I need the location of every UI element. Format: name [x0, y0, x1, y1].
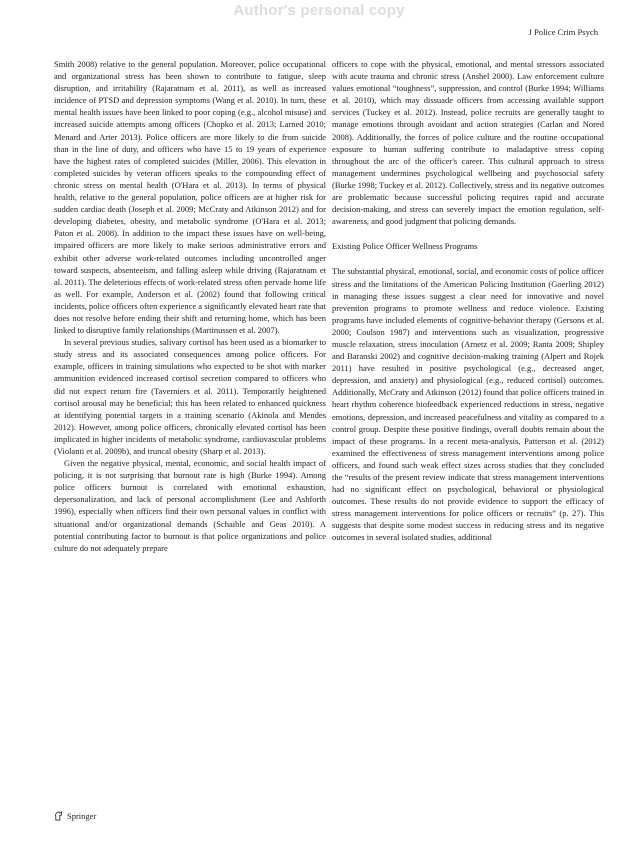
left-paragraph-2: In several previous studies, salivary cortisol has been used as a biomarker to study stress and its associated consequences among police officers. For example, officers in training simulations who expected to be shot with marker ammunition evidenced increased cortisol secretion compared to officers who did not expect return fire (Taverniers et al. 2011). Temporarily heightened cortisol arousal may be beneficial; this has been related to enhanced quickness at identifying potential targets in a training scenario (Akinola and Mendes 2012). However, among police officers, chronically elevated cortisol has been implicated in higher incidents of metabolic syndrome, cardiovascular problems (Violanti et al. 2009b), and truncal obesity (Sharp et al. 2013). [54, 337, 326, 456]
right-paragraph-2: The substantial physical, emotional, social, and economic costs of police officer stress and the limitations of the American Policing Institution (Goerling 2012) in managing these issues suggest a clear need for innovative and novel prevention programs to promote wellness and reduce violence. Existing programs have included elements of cognitive-behavior therapy (Gersons et al. 2000; Coulson 1987) and interventions such as visualization, progressive muscle relaxation, stress inoculation (Arnetz et al. 2009; Ranta 2009; Shipley and Baranski 2002) and cognitive decision-making training (Alpert and Rojek 2011) have resulted in positive psychological (e.g., decreased anger, depression, and anxiety) and physiological (e.g., reduced cortisol) outcomes. Additionally, McCraty and Atkinson (2012) found that police officers trained in heart rhythm coherence biofeedback experienced reductions in stress, negative emotions, depression, and increased peacefulness and vitality as compared to a control group. Despite these positive findings, overall doubts remain about the impact of these programs. In a recent meta-analysis, Patterson et al. (2012) examined the effectiveness of stress management interventions among police officers, and found such weak effect sizes across studies that they concluded the “results of the present review indicate that stress management interventions had no significant effect on psychological, behavioral or physiological outcomes. These results do not provide evidence to support the efficacy of stress management interventions for police officers or recruits” (p. 27). This suggests that despite some modest success in reducing stress and its negative outcomes in several isolated studies, additional [332, 266, 604, 543]
publisher-name: Springer [67, 811, 97, 821]
left-paragraph-1: Smith 2008) relative to the general population. Moreover, police occupational and organizational stress has been shown to contribute to fatigue, sleep disruption, and irritability (Rajaratnam et al. 2011), as well as increased incidence of PTSD and depression symptoms (Wang et al. 2010). In turn, these mental health issues have been linked to poor coping (e.g., alcohol misuse) and increased suicide attempts among officers (Chopko et al. 2013; Larned 2010; Menard and Arter 2013). Police officers are more likely to die from suicide than in the line of duty, and officers who have 15 to 19 years of experience have the highest rates of completed suicides (Miller, 2006). This elevation in completed suicides by veteran officers speaks to the compounding effect of chronic stress on mental health (O'Hara et al. 2013). In terms of physical health, relative to the general population, police officers are at higher risk for sudden cardiac death (Joseph et al. 2009; McCraty and Atkinson 2012) and for developing diabetes, obesity, and metabolic syndrome (O'Hara et al. 2013; Paton et al. 2008). In addition to the impact these issues have on well-being, impaired officers are more likely to make serious administrative errors and exhibit other adverse work-related outcomes including uncontrolled anger toward suspects, absenteeism, and falling asleep while driving (Rajaratnam et al. 2011). The deleterious effects of work-related stress often pervade home life as well. For example, Anderson et al. (2002) found that following critical incidents, police officers often experience a significantly elevated heart rate that does not resolve before ending their shift and returning home, which has been linked to disruptive family relationships (Martinussen et al. 2007). [54, 59, 326, 336]
section-heading: Existing Police Officer Wellness Programs [332, 241, 478, 252]
right-column [332, 58, 604, 544]
footer [54, 811, 96, 821]
left-paragraph-3: Given the negative physical, mental, economic, and social health impact of policing, it is not surprising that burnout rate is high (Burke 1994). Among police officers burnout is correlated with emotional exhaustion, depersonalization, and lack of personal accomplishment (Lee and Ashforth 1996), especially when officers find their own personal values in conflict with situational and/or organizational demands (Schaible and Geas 2010). A potential contributing factor to burnout is that police organizations and police culture do not adequately prepare [54, 458, 326, 553]
springer-horse-icon [54, 811, 63, 821]
right-paragraph-1: officers to cope with the physical, emotional, and mental stressors associated with acute trauma and chronic stress (Anshel 2000). Law enforcement culture values emotional “toughness”, suppression, and control (Burke 1994; Williams et al. 2010), which may dissuade officers from accessing available support services (Tuckey et al. 2012). Instead, police recruits are generally taught to manage emotions through avoidant and action strategies (Carlan and Nored 2008). Additionally, the forces of police culture and the routine occupational exposure to human suffering contribute to maladaptive stress coping throughout the arc of the officer's career. This cultural approach to stress management undermines psychological wellbeing and psychosocial safety (Burke 1998; Tuckey et al. 2012). Collectively, stress and its negative outcomes are problematic because successful policing requires rapid and accurate decision-making, and stress can severely impact the emotion regulation, self-awareness, and good judgment that policing demands. [332, 59, 604, 227]
running-head: J Police Crim Psych [528, 27, 598, 37]
left-column [54, 58, 326, 554]
watermark: Author's personal copy [233, 2, 405, 19]
